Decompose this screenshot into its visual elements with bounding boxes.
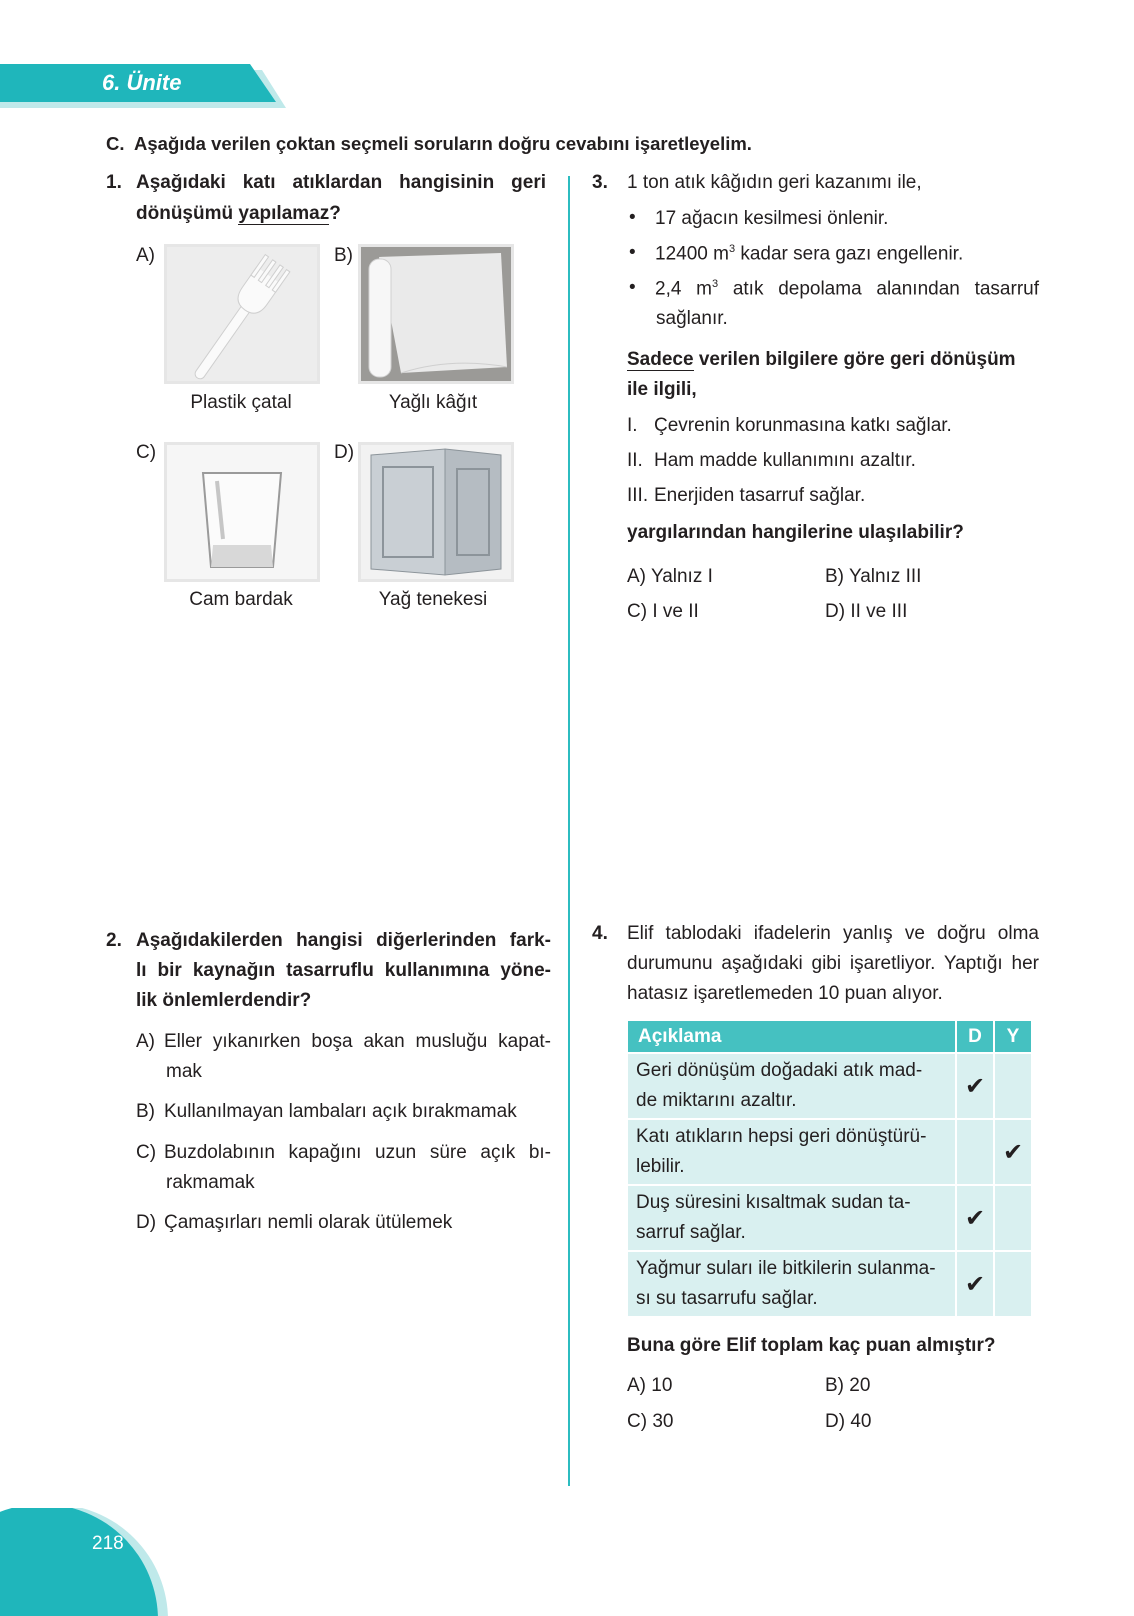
question-stem-line: hatasız işaretlemeden 10 puan alıyor. <box>627 983 943 1004</box>
question-1 <box>106 172 546 612</box>
option-text[interactable]: Kullanılmayan lambaları açık bırakmamak <box>164 1101 517 1122</box>
bullet-text: 12400 m <box>655 243 729 265</box>
cell-line: Geri dönüşüm doğadaki atık mad- <box>636 1060 923 1081</box>
option-letter: D) <box>825 601 846 622</box>
bullet-text: 2,4 m <box>655 278 712 300</box>
option-letter: D) <box>825 1411 846 1432</box>
answer-option[interactable] <box>627 1411 673 1433</box>
glass-cup-image <box>164 442 320 582</box>
mark-cell[interactable] <box>994 1185 1032 1251</box>
stem-underlined: yapılamaz <box>238 203 330 224</box>
check-icon[interactable]: ✔ <box>994 1119 1032 1185</box>
bullet-icon: • <box>629 242 636 263</box>
check-icon[interactable]: ✔ <box>956 1185 994 1251</box>
section-letter: C. <box>106 133 125 154</box>
question-3 <box>592 172 1042 632</box>
question-prompt: Buna göre Elif toplam kaç puan almıştır? <box>627 1335 996 1356</box>
option-text: I ve II <box>652 601 699 622</box>
statement-number: II. <box>627 450 643 471</box>
section-heading <box>106 133 752 155</box>
question-number: 2. <box>106 930 122 951</box>
statement-number: I. <box>627 415 638 436</box>
question-stem-line: Aşağıdakilerden hangisi diğerlerinden fark- <box>136 930 551 951</box>
marking-table <box>626 1019 1033 1318</box>
question-stem-line <box>136 203 341 225</box>
option-text[interactable]: Eller yıkanırken boşa akan musluğu kapat- <box>164 1031 551 1052</box>
bullet-text: kadar sera gazı engellenir. <box>735 243 964 265</box>
option-letter: B) <box>825 566 844 587</box>
bullet-item: 17 ağacın kesilmesi önlenir. <box>655 208 889 229</box>
table-row <box>627 1185 1032 1251</box>
header-description: Açıklama <box>627 1020 956 1053</box>
answer-option[interactable] <box>825 601 907 623</box>
question-4-answers <box>592 1335 1042 1455</box>
question-stem-line: ile ilgili, <box>627 379 697 400</box>
question-prompt: yargılarından hangilerine ulaşılabilir? <box>627 522 964 543</box>
oil-tin-image <box>358 442 514 582</box>
stem-text: verilen bilgilere göre geri dönüşüm <box>693 349 1016 370</box>
option-letter[interactable]: B) <box>136 1101 155 1122</box>
answer-option[interactable] <box>627 566 713 588</box>
option-text: 30 <box>652 1411 674 1432</box>
table-row <box>627 1251 1032 1317</box>
check-icon[interactable]: ✔ <box>956 1053 994 1119</box>
bullet-item <box>655 243 963 265</box>
stem-underlined: Sadece <box>627 349 694 370</box>
option-text[interactable]: Çamaşırları nemli olarak ütülemek <box>164 1212 453 1233</box>
option-letter[interactable]: A) <box>136 245 155 266</box>
mark-cell[interactable] <box>956 1119 994 1185</box>
answer-option[interactable] <box>627 1375 672 1397</box>
option-text: Yalnız I <box>650 566 713 587</box>
cell-line: sı su tasarrufu sağlar. <box>636 1288 818 1309</box>
check-icon[interactable]: ✔ <box>956 1251 994 1317</box>
superscript: 3 <box>711 278 719 290</box>
option-letter: C) <box>627 1411 648 1432</box>
unit-title: 6. Ünite <box>102 70 182 95</box>
option-letter: C) <box>627 601 648 622</box>
option-text-continued[interactable]: mak <box>166 1061 202 1082</box>
option-letter: A) <box>627 1375 646 1396</box>
question-stem-line <box>627 349 1016 371</box>
option-letter: B) <box>825 1375 844 1396</box>
question-stem-line: lik önlemlerdendir? <box>136 990 312 1011</box>
cell-line: de miktarını azaltır. <box>636 1090 797 1111</box>
question-stem-line: lı bir kaynağın tasarruflu kullanımına yöne- <box>136 960 551 981</box>
option-caption: Plastik çatal <box>190 392 292 413</box>
table-header-row <box>627 1020 1032 1053</box>
cell-line: Duş süresini kısaltmak sudan ta- <box>636 1192 911 1213</box>
question-2 <box>106 930 551 1250</box>
question-intro: 1 ton atık kâğıdın geri kazanımı ile, <box>627 172 922 193</box>
statement-text: Çevrenin korunmasına katkı sağlar. <box>654 415 952 436</box>
answer-option[interactable] <box>825 1411 871 1433</box>
column-divider <box>568 176 570 1486</box>
statement-cell <box>627 1251 956 1317</box>
bullet-icon: • <box>629 207 636 228</box>
option-letter[interactable]: D) <box>334 442 355 463</box>
option-text-continued[interactable]: rakmamak <box>166 1172 255 1193</box>
section-instruction: Aşağıda verilen çoktan seçmeli soruların doğru cevabını işaretleyelim. <box>134 133 752 154</box>
page-number: 218 <box>92 1533 124 1554</box>
greasy-paper-image <box>358 244 514 384</box>
question-number: 1. <box>106 172 122 193</box>
answer-option[interactable] <box>627 601 699 623</box>
plastic-fork-image <box>164 244 320 384</box>
question-stem-line: Aşağıdaki katı atıklardan hangisinin geri <box>136 172 546 193</box>
stem-text: dönüşümü <box>136 203 239 224</box>
cell-line: Yağmur suları ile bitkilerin sulanma- <box>636 1258 936 1279</box>
option-text: 40 <box>850 1411 872 1432</box>
mark-cell[interactable] <box>994 1053 1032 1119</box>
bullet-item <box>655 278 1039 300</box>
option-text: Yalnız III <box>848 566 922 587</box>
header-true: D <box>956 1020 994 1053</box>
page-number-badge <box>0 1508 180 1616</box>
table-row <box>627 1119 1032 1185</box>
option-text: 20 <box>849 1375 871 1396</box>
question-stem-line: Elif tablodaki ifadelerin yanlış ve doğru olma <box>627 923 1039 944</box>
table-row <box>627 1053 1032 1119</box>
option-caption: Yağlı kâğıt <box>388 392 478 413</box>
statement-cell <box>627 1185 956 1251</box>
option-letter: A) <box>627 566 646 587</box>
option-text: II ve III <box>850 601 908 622</box>
statement-number: III. <box>627 485 649 506</box>
question-4 <box>592 923 1042 1023</box>
option-letter[interactable]: C) <box>136 1142 157 1163</box>
option-letter[interactable]: A) <box>136 1031 155 1052</box>
statement-text: Ham madde kullanımını azaltır. <box>654 450 916 471</box>
bullet-icon: • <box>629 277 636 298</box>
question-number: 4. <box>592 923 608 944</box>
cell-line: Katı atıkların hepsi geri dönüştürü- <box>636 1126 927 1147</box>
statement-cell <box>627 1119 956 1185</box>
superscript: 3 <box>728 243 736 255</box>
header-false: Y <box>994 1020 1032 1053</box>
bullet-item-continued: sağlanır. <box>656 308 728 329</box>
answer-option[interactable] <box>825 1375 870 1397</box>
option-text[interactable]: Buzdolabının kapağını uzun süre açık bı- <box>164 1142 551 1163</box>
statement-cell <box>627 1053 956 1119</box>
option-caption: Yağ tenekesi <box>378 589 488 610</box>
question-number: 3. <box>592 172 608 193</box>
option-letter[interactable]: C) <box>136 442 157 463</box>
statement-text: Enerjiden tasarruf sağlar. <box>654 485 866 506</box>
cell-line: sarruf sağlar. <box>636 1222 746 1243</box>
option-letter[interactable]: D) <box>136 1212 157 1233</box>
mark-cell[interactable] <box>994 1251 1032 1317</box>
cell-line: lebilir. <box>636 1156 685 1177</box>
bullet-text: atık depolama alanından tasarruf <box>718 278 1039 300</box>
question-stem-line: durumunu aşağıdaki gibi işaretliyor. Yaptığı her <box>627 953 1039 974</box>
option-letter[interactable]: B) <box>334 245 353 266</box>
stem-text: ? <box>329 203 341 224</box>
option-text: 10 <box>651 1375 673 1396</box>
option-caption: Cam bardak <box>189 589 293 610</box>
answer-option[interactable] <box>825 566 921 588</box>
